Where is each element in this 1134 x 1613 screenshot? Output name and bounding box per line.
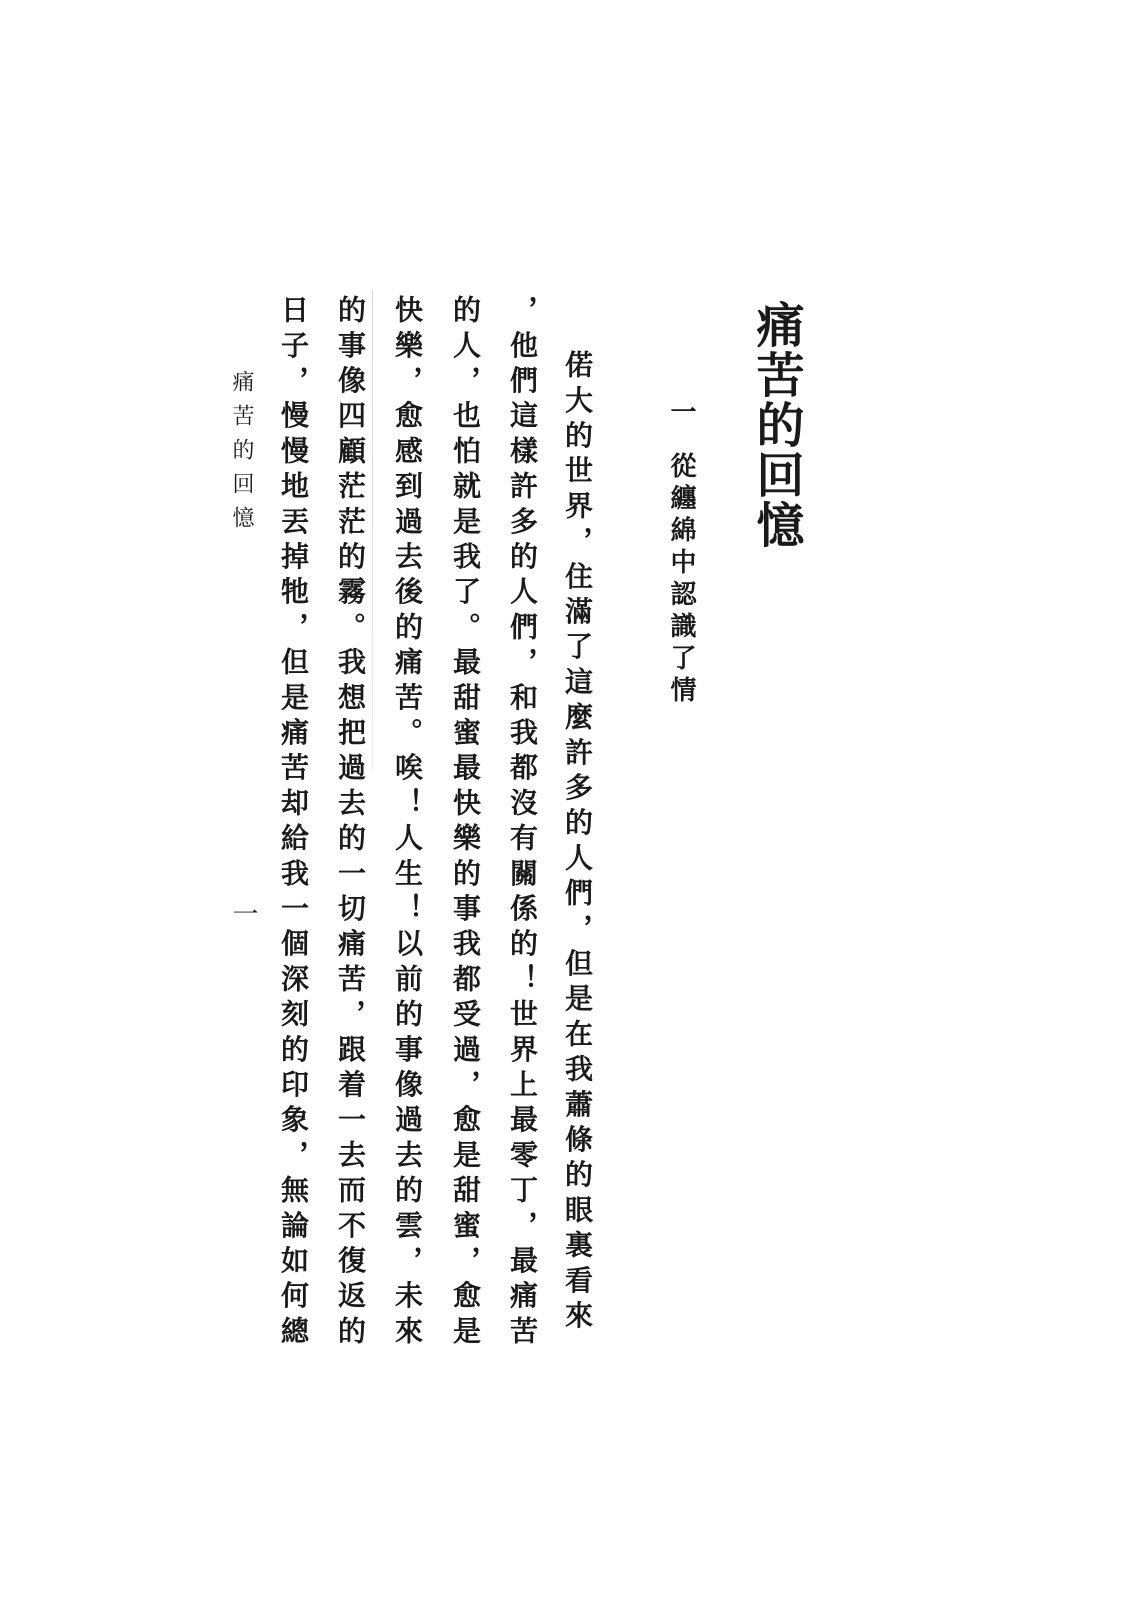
chapter-title: 從纏綿中認識了情 bbox=[666, 452, 696, 708]
body-line-2: ，他們這樣許多的人們，和我都沒有關係的！世界上最零丁，最痛苦 bbox=[506, 295, 539, 1351]
body-line-6: 日子，慢慢地丟掉牠，但是痛苦却給我一個深刻的印象，無論如何總 bbox=[277, 295, 310, 1351]
chapter-number: 一 bbox=[666, 398, 696, 452]
chapter-heading bbox=[668, 398, 694, 708]
body-line-4: 快樂，愈感到過去後的痛苦。唉！人生！以前的事像過去的雲，未來 bbox=[391, 295, 424, 1351]
body-line-3: 的人，也怕就是我了。最甜蜜最快樂的事我都受過，愈是甜蜜，愈是 bbox=[449, 295, 482, 1351]
page-title: 痛苦的回憶 bbox=[748, 300, 804, 550]
body-line-1: 偌大的世界，住滿了這麼許多的人們，但是在我蕭條的眼裏看來 bbox=[561, 350, 594, 1336]
body-line-5: 的事像四顧茫茫的霧。我想把過去的一切痛苦，跟着一去而不復返的 bbox=[334, 295, 367, 1351]
page-number: 一 bbox=[228, 900, 258, 926]
running-head: 痛苦的回憶 bbox=[229, 370, 254, 540]
page-crease-mark bbox=[372, 290, 373, 770]
